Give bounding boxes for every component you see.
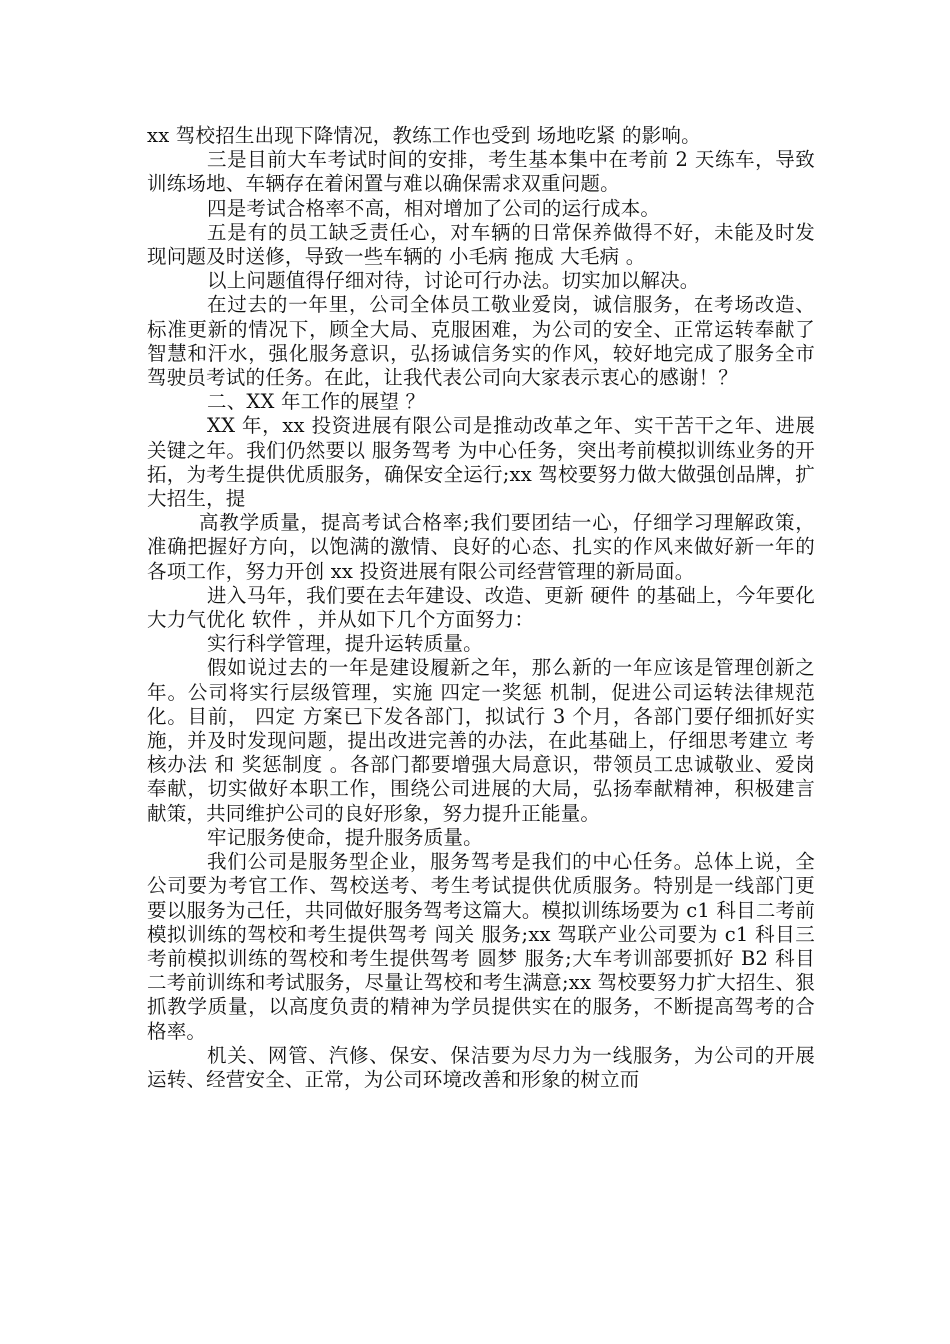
paragraph-7-continued: 高教学质量，提高考试合格率;我们要团结一心，仔细学习理解政策，准确把握好方向，以饱满的激情、良好的心态、扎实的作风来做好新一年的各项工作，努力开创 xx 投资进展有限公司经营管理的新局面。 — [147, 511, 815, 583]
paragraph-9: 假如说过去的一年是建设履新之年，那么新的一年应该是管理创新之年。公司将实行层级管理，实施 四定一奖惩 机制，促进公司运转法律规范化。目前， 四定 方案已下发各部门，拟试行 3 个月，各部门要仔细抓好实施，并及时发现问题，提出改进完善的办法，在此基础上，仔细思考建立 考核办法 和 奖惩制度 。各部门都要增强大局意识，带领员工忠诚敬业、爱岗奉献，切实做好本职工作，围绕公司进展的大局，弘扬奉献精神，积极建言献策，共同维护公司的良好形象，努力提升正能量。 — [147, 656, 815, 825]
paragraph-6: 在过去的一年里，公司全体员工敬业爱岗，诚信服务，在考场改造、标准更新的情况下，顾全大局、克服困难，为公司的安全、正常运转奉献了智慧和汗水，强化服务意识，弘扬诚信务实的作风，较好地完成了服务全市驾驶员考试的任务。在此，让我代表公司向大家表示衷心的感谢！？ — [147, 293, 815, 390]
paragraph-10: 我们公司是服务型企业，服务驾考是我们的中心任务。总体上说，全公司要为考官工作、驾校送考、考生考试提供优质服务。特别是一线部门更要以服务为己任，共同做好服务驾考这篇大。模拟训练场要为 c1 科目二考前模拟训练的驾校和考生提供驾考 闯关 服务;xx 驾联产业公司要为 c1 科目三考前模拟训练的驾校和考生提供驾考 圆梦 服务;大车考训部要抓好 B2 科目二考前训练和考试服务，尽量让驾校和考生满意;xx 驾校要努力扩大招生、狠抓教学质量，以高度负责的精神为学员提供实在的服务，不断提高驾考的合格率。 — [147, 850, 815, 1043]
paragraph-3: 四是考试合格率不高，相对增加了公司的运行成本。 — [207, 196, 661, 220]
paragraph-7: XX 年，xx 投资进展有限公司是推动改革之年、实干苦干之年、进展关键之年。我们仍然要以 服务驾考 为中心任务，突出考前模拟训练业务的开拓，为考生提供优质服务，确保安全运行;xx 驾校要努力做大做强创品牌，扩大招生，提 — [147, 414, 815, 511]
paragraph-1: xx 驾校招生出现下降情况，教练工作也受到 场地吃紧 的影响。 — [147, 124, 701, 147]
subheading-service: 牢记服务使命，提升服务质量。 — [207, 825, 483, 849]
paragraph-4: 五是有的员工缺乏责任心，对车辆的日常保养做得不好，未能及时发现问题及时送修，导致一些车辆的 小毛病 拖成 大毛病 。 — [147, 220, 815, 269]
section-heading: 二、XX 年工作的展望 ？ — [207, 390, 426, 414]
document-body — [147, 124, 815, 1092]
subheading-management: 实行科学管理，提升运转质量。 — [207, 632, 483, 656]
paragraph-11: 机关、网管、汽修、保安、保洁要为尽力为一线服务，为公司的开展运转、经营安全、正常，为公司环境改善和形象的树立而 — [147, 1043, 815, 1091]
paragraph-5: 以上问题值得仔细对待，讨论可行办法。切实加以解决。 — [207, 269, 700, 293]
paragraph-2: 三是目前大车考试时间的安排，考生基本集中在考前 2 天练车，导致训练场地、车辆存在着闲置与难以确保需求双重问题。 — [147, 148, 815, 196]
paragraph-8: 进入马年，我们要在去年建设、改造、更新 硬件 的基础上，今年要化大力气优化 软件 ，并从如下几个方面努力： — [147, 583, 815, 632]
